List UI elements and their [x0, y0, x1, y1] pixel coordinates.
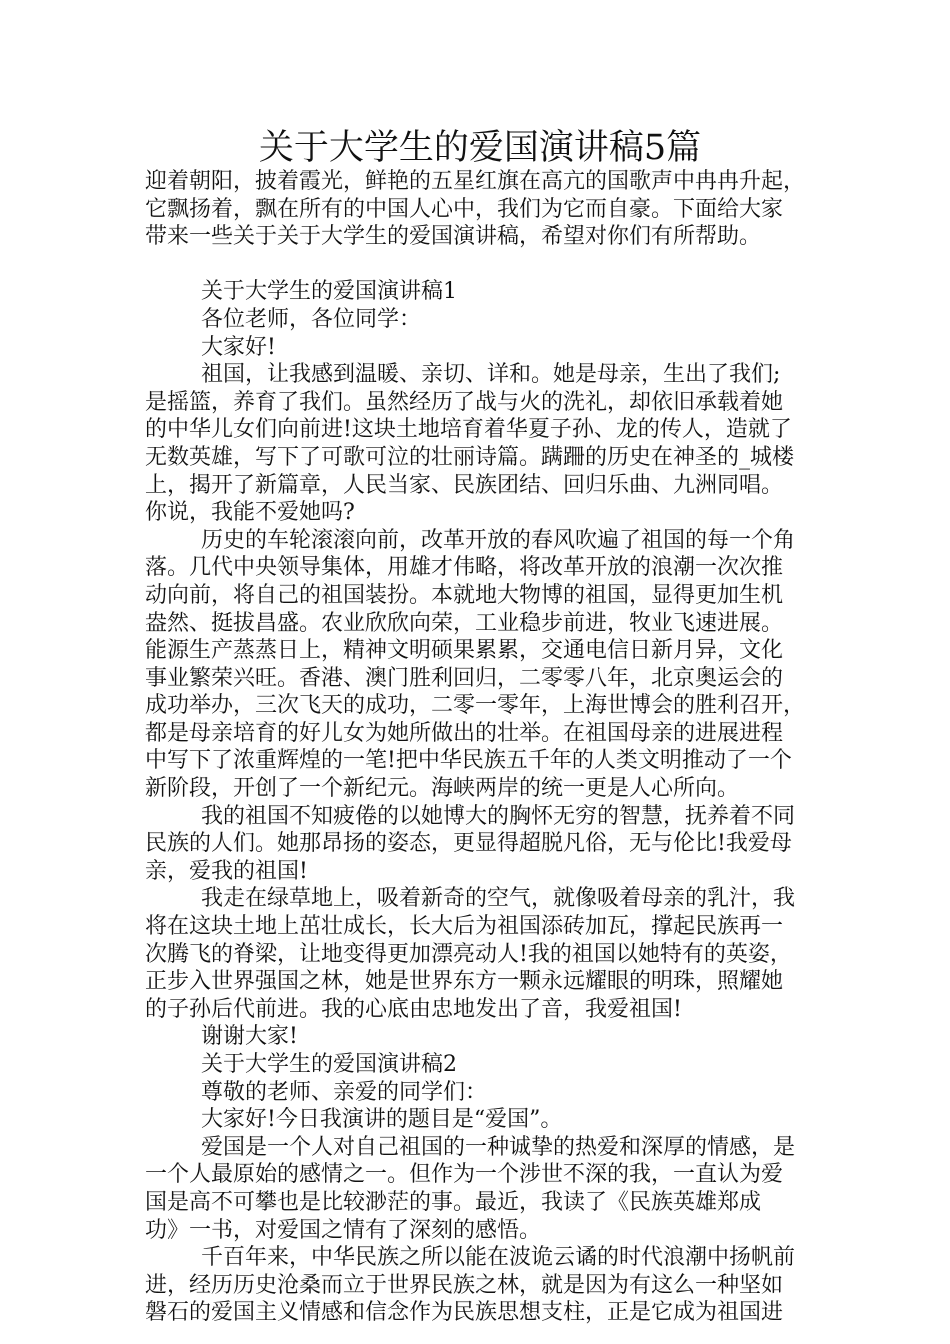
- text-line: 中写下了浓重辉煌的一笔!把中华民族五千年的人类文明推动了一个: [145, 748, 792, 774]
- text-line: 事业繁荣兴旺。香港、澳门胜利回归，二零零八年，北京奥运会的: [145, 665, 784, 691]
- text-line: 它飘扬着，飘在所有的中国人心中，我们为它而自豪。下面给大家: [145, 196, 784, 222]
- speech1-greeting: 大家好!: [201, 334, 276, 360]
- text-line: 将在这块土地上茁壮成长，长大后为祖国添砖加瓦，撑起民族再一: [145, 914, 784, 940]
- text-line: 上，揭开了新篇章，人民当家、民族团结、回归乐曲、九洲同唱。: [145, 472, 784, 498]
- document-title: 关于大学生的爱国演讲稿5篇: [258, 128, 702, 168]
- document-body: [145, 168, 809, 1327]
- text-line: 民族的人们。她那昂扬的姿态，更显得超脱凡俗，无与伦比!我爱母: [145, 831, 792, 857]
- text-line: 新阶段，开创了一个新纪元。海峡两岸的统一更是人心所向。: [145, 776, 740, 802]
- speech2-salutation: 尊敬的老师、亲爱的同学们：: [201, 1079, 488, 1105]
- text-line: 盎然、挺拔昌盛。农业欣欣向荣，工业稳步前进，牧业飞速进展。: [145, 610, 784, 636]
- text-line: 功》一书，对爱国之情有了深刻的感悟。: [145, 1217, 542, 1243]
- text-line: 一个人最原始的感情之一。但作为一个涉世不深的我，一直认为爱: [145, 1162, 784, 1188]
- text-line: 我走在绿草地上，吸着新奇的空气，就像吸着母亲的乳汁，我: [201, 886, 796, 912]
- text-line: 进，经历历史沧桑而立于世界民族之林，就是因为有这么一种坚如: [145, 1272, 784, 1298]
- text-line: 正步入世界强国之林，她是世界东方一颗永远耀眼的明珠，照耀她: [145, 969, 784, 995]
- text-line: 次腾飞的脊梁，让地变得更加漂亮动人!我的祖国以她特有的英姿，: [145, 941, 792, 967]
- speech2-paragraph-1: [145, 1134, 809, 1244]
- text-line: 亲，爱我的祖国!: [145, 858, 308, 884]
- document-page: [145, 126, 809, 1327]
- text-line: 的子孙后代前进。我的心底由忠地发出了音，我爱祖国!: [145, 996, 682, 1022]
- speech2-heading: 关于大学生的爱国演讲稿2: [201, 1052, 457, 1077]
- text-line: 千百年来，中华民族之所以能在波诡云谲的时代浪潮中扬帆前: [201, 1245, 796, 1271]
- text-line: 我的祖国不知疲倦的以她博大的胸怀无穷的智慧，抚养着不同: [201, 803, 796, 829]
- text-line: 是摇篮，养育了我们。虽然经历了战与火的洗礼，却依旧承载着她: [145, 389, 784, 415]
- text-line: 祖国，让我感到温暖、亲切、详和。她是母亲，生出了我们;: [201, 362, 781, 388]
- speech2-greeting: 大家好!今日我演讲的题目是“爱国”。: [201, 1107, 563, 1133]
- speech1-paragraph-4: [145, 885, 809, 1023]
- intro-paragraph: [145, 168, 809, 251]
- text-line: 无数英雄，写下了可歌可泣的壮丽诗篇。蹒跚的历史在神圣的_城楼: [145, 444, 795, 470]
- text-line: 都是母亲培育的好儿女为她所做出的壮举。在祖国母亲的进展进程: [145, 720, 784, 746]
- text-line: 你说，我能不爱她吗?: [145, 500, 355, 526]
- speech1-heading: 关于大学生的爱国演讲稿1: [201, 279, 457, 305]
- text-line: 的中华儿女们向前进!这块土地培育着华夏子孙、龙的传人，造就了: [145, 417, 792, 443]
- speech1-salutation: 各位老师，各位同学：: [201, 306, 422, 332]
- text-line: 爱国是一个人对自己祖国的一种诚挚的热爱和深厚的情感，是: [201, 1134, 796, 1160]
- text-line: 带来一些关于关于大学生的爱国演讲稿，希望对你们有所帮助。: [145, 224, 762, 250]
- blank-line: [145, 251, 809, 279]
- speech1-paragraph-3: [145, 803, 809, 886]
- speech1-paragraph-2: [145, 527, 809, 803]
- speech2-paragraph-2: [145, 1244, 809, 1327]
- text-line: 迎着朝阳，披着霞光，鲜艳的五星红旗在高亢的国歌声中冉冉升起，: [145, 169, 806, 194]
- text-line: 国是高不可攀也是比较渺茫的事。最近，我读了《民族英雄郑成: [145, 1189, 762, 1215]
- text-line: 磐石的爱国主义情感和信念作为民族思想支柱，正是它成为祖国进: [145, 1300, 784, 1326]
- text-line: 动向前，将自己的祖国装扮。本就地大物博的祖国，显得更加生机: [145, 582, 784, 608]
- text-line: 能源生产蒸蒸日上，精神文明硕果累累，交通电信日新月异，文化: [145, 638, 784, 664]
- speech1-closing: 谢谢大家!: [201, 1024, 298, 1050]
- text-line: 历史的车轮滚滚向前，改革开放的春风吹遍了祖国的每一个角: [201, 527, 796, 553]
- speech1-paragraph-1: [145, 361, 809, 527]
- text-line: 成功举办，三次飞天的成功，二零一零年，上海世博会的胜利召开，: [145, 693, 806, 719]
- text-line: 落。几代中央领导集体，用雄才伟略，将改革开放的浪潮一次次推: [145, 555, 784, 581]
